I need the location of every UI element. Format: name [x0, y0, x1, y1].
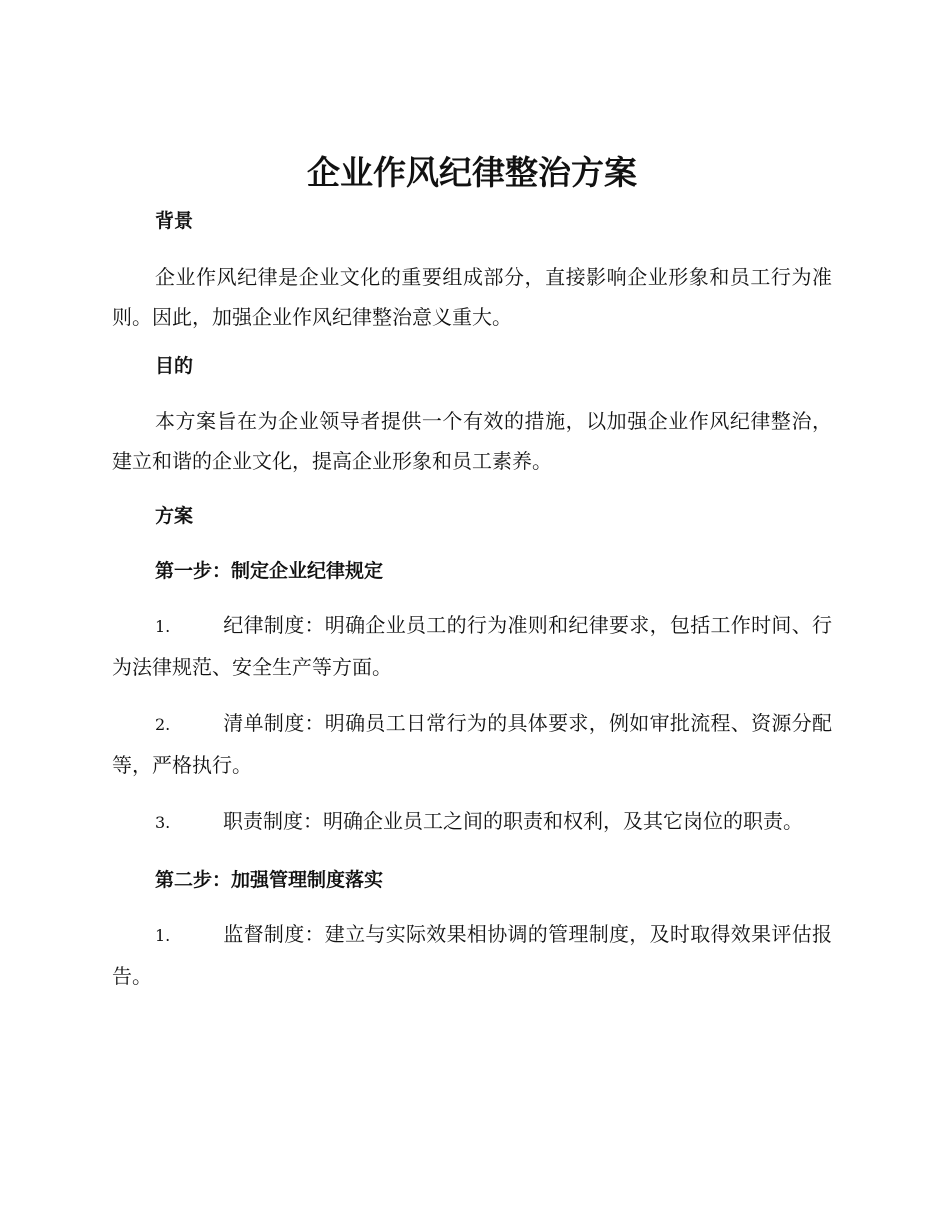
list-item-text: 监督制度：建立与实际效果相协调的管理制度，及时取得效果评估报告。: [112, 922, 832, 988]
list-number: 2.: [155, 715, 171, 734]
list-item-text: 清单制度：明确员工日常行为的具体要求，例如审批流程、资源分配等，严格执行。: [112, 711, 832, 777]
document-content: [112, 150, 832, 996]
document-title: 企业作风纪律整治方案: [307, 153, 637, 192]
step2-list-item: [112, 914, 832, 996]
section-heading-background: 背景: [155, 210, 194, 232]
background-paragraph: 企业作风纪律是企业文化的重要组成部分，直接影响企业形象和员工行为准则。因此，加强企业作风纪律整治意义重大。: [112, 265, 832, 329]
step1-list-item: [112, 801, 832, 843]
section-heading-plan: 方案: [155, 505, 194, 527]
list-item-text: 纪律制度：明确企业员工的行为准则和纪律要求，包括工作时间、行为法律规范、安全生产等方面。: [112, 613, 832, 679]
list-number: 3.: [155, 813, 171, 832]
list-number: 1.: [155, 926, 171, 945]
step2-heading: 第二步：加强管理制度落实: [155, 869, 384, 891]
list-number: 1.: [155, 617, 171, 636]
step1-heading: 第一步：制定企业纪律规定: [155, 560, 384, 582]
step1-list-item: [112, 703, 832, 785]
list-item-text: 职责制度：明确企业员工之间的职责和权利，及其它岗位的职责。: [223, 809, 803, 833]
step1-list-item: [112, 605, 832, 687]
purpose-paragraph: 本方案旨在为企业领导者提供一个有效的措施，以加强企业作风纪律整治，建立和谐的企业文化，提高企业形象和员工素养。: [112, 409, 832, 473]
section-heading-purpose: 目的: [155, 355, 194, 377]
